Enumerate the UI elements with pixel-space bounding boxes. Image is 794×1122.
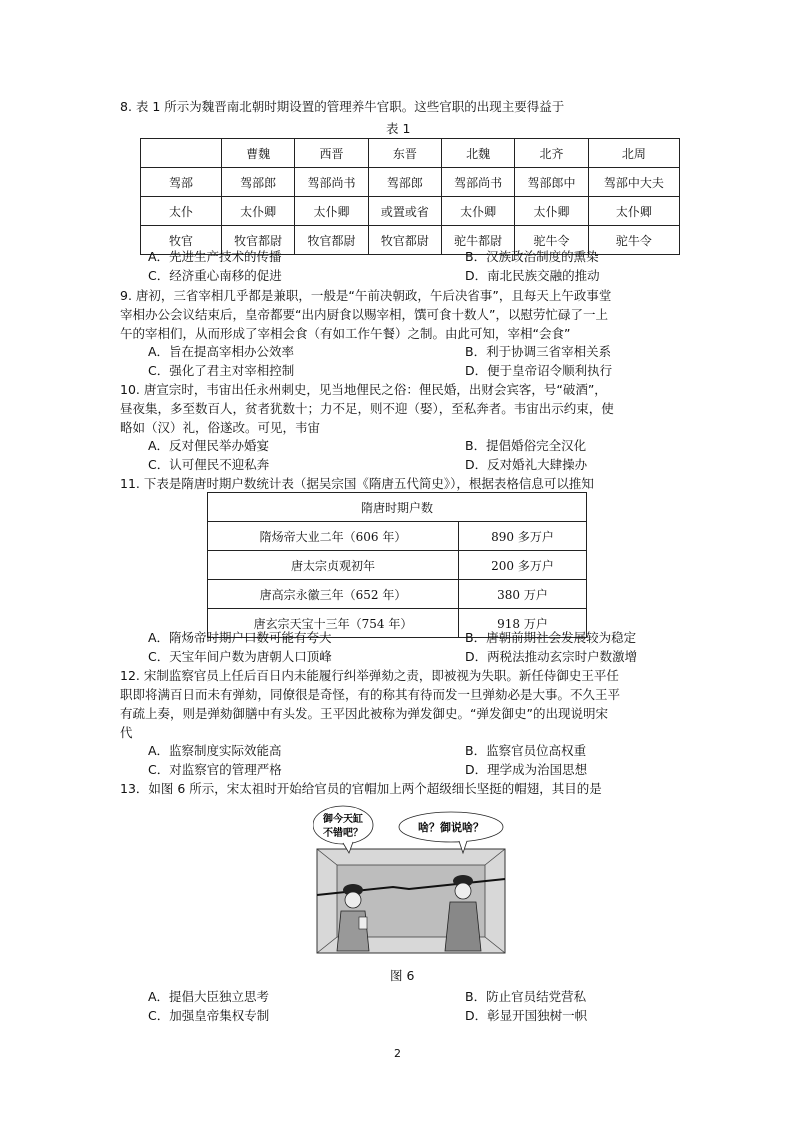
cartoon-illustration bbox=[313, 803, 509, 956]
table-cell: 200 多万户 bbox=[459, 551, 587, 580]
speech-bubble-right: 啥？御说啥？ bbox=[418, 821, 484, 834]
table-cell: 太仆卿 bbox=[441, 197, 514, 226]
q10-option-b[interactable]: B．提倡婚俗完全汉化 bbox=[465, 438, 587, 453]
q8-option-d[interactable]: D．南北民族交融的推动 bbox=[465, 268, 600, 283]
table-cell: 或置或省 bbox=[368, 197, 441, 226]
table-cell: 驼牛都尉 bbox=[441, 226, 514, 255]
table-row bbox=[208, 522, 587, 551]
table-cell: 890 多万户 bbox=[459, 522, 587, 551]
table-cell: 唐太宗贞观初年 bbox=[208, 551, 459, 580]
table-households bbox=[207, 492, 587, 638]
q13-option-d[interactable]: D．彰显开国独树一帜 bbox=[465, 1008, 588, 1023]
table-cell: 北齐 bbox=[515, 139, 588, 168]
table-cell bbox=[141, 139, 222, 168]
table-cell: 380 万户 bbox=[459, 580, 587, 609]
table-row bbox=[141, 139, 680, 168]
table-cell: 驾部 bbox=[141, 168, 222, 197]
table-cell: 驾部中大夫 bbox=[588, 168, 679, 197]
table-cell: 驾部尚书 bbox=[441, 168, 514, 197]
table-cell: 驼牛令 bbox=[515, 226, 588, 255]
table-cell: 牧官 bbox=[141, 226, 222, 255]
q13-option-a[interactable]: A．提倡大臣独立思考 bbox=[148, 989, 270, 1004]
q12-stem-line: 有疏上奏，则是弹劾御膳中有头发。王平因此被称为弹发御史。“弹发御史”的出现说明宋 bbox=[120, 706, 608, 721]
q11-option-a[interactable]: A．隋炀帝时期户口数可能有夸大 bbox=[148, 630, 332, 645]
q8-stem: 8. 表 1 所示为魏晋南北朝时期设置的管理养牛官职。这些官职的出现主要得益于 bbox=[120, 99, 565, 114]
table-row bbox=[208, 551, 587, 580]
q12-option-c[interactable]: C．对监察官的管理严格 bbox=[148, 762, 282, 777]
speech-bubble-left-line-1: 御今天缸 bbox=[323, 814, 363, 825]
table-cell: 北魏 bbox=[441, 139, 514, 168]
q9-option-c[interactable]: C．强化了君主对宰相控制 bbox=[148, 363, 295, 378]
table-cell: 曹魏 bbox=[222, 139, 295, 168]
q8-option-b[interactable]: B．汉族政治制度的熏染 bbox=[465, 249, 599, 264]
speech-bubble-left-line-2: 不错吧？ bbox=[323, 828, 363, 839]
table-1 bbox=[140, 138, 680, 255]
q10-option-a[interactable]: A．反对俚民举办婚宴 bbox=[148, 438, 270, 453]
figure-6-caption: 图 6 bbox=[390, 968, 415, 983]
q9-option-b[interactable]: B．利于协调三省宰相关系 bbox=[465, 344, 612, 359]
q11-option-c[interactable]: C．天宝年间户数为唐朝人口顶峰 bbox=[148, 649, 332, 664]
q9-option-d[interactable]: D．便于皇帝诏令顺利执行 bbox=[465, 363, 613, 378]
figure-6-cartoon bbox=[313, 803, 509, 956]
table-title: 隋唐时期户数 bbox=[208, 493, 587, 522]
table-cell: 太仆卿 bbox=[222, 197, 295, 226]
table-row bbox=[208, 493, 587, 522]
table-cell: 驾部尚书 bbox=[295, 168, 368, 197]
q13-option-b[interactable]: B．防止官员结党营私 bbox=[465, 989, 587, 1004]
table-cell: 918 万户 bbox=[459, 609, 587, 638]
table-cell: 唐高宗永徽三年（652 年） bbox=[208, 580, 459, 609]
table-cell: 太仆 bbox=[141, 197, 222, 226]
table-cell: 太仆卿 bbox=[295, 197, 368, 226]
table-cell: 牧官都尉 bbox=[368, 226, 441, 255]
q13-option-c[interactable]: C．加强皇帝集权专制 bbox=[148, 1008, 270, 1023]
q12-stem-line: 12. 宋制监察官员上任后百日内未能履行纠举弹劾之责，即被视为失职。新任侍御史王平任 bbox=[120, 668, 619, 683]
q8-option-a[interactable]: A．先进生产技术的传播 bbox=[148, 249, 282, 264]
q12-stem-line: 职即将满百日而未有弹劾，同僚很是奇怪，有的称其有待而发一旦弹劾必是大事。不久王平 bbox=[120, 687, 621, 702]
q9-stem-line: 9. 唐初，三省宰相几乎都是兼职，一般是“午前决朝政，午后决省事”，且每天上午政事堂 bbox=[120, 288, 612, 303]
q8-option-c[interactable]: C．经济重心南移的促进 bbox=[148, 268, 282, 283]
table-cell: 牧官都尉 bbox=[222, 226, 295, 255]
page-number: 2 bbox=[394, 1047, 401, 1060]
table-cell: 驾部郎中 bbox=[515, 168, 588, 197]
q9-option-a[interactable]: A．旨在提高宰相办公效率 bbox=[148, 344, 295, 359]
q12-stem-line: 代 bbox=[120, 725, 133, 740]
table-cell: 东晋 bbox=[368, 139, 441, 168]
table-cell: 唐玄宗天宝十三年（754 年） bbox=[208, 609, 459, 638]
table-cell: 太仆卿 bbox=[515, 197, 588, 226]
q11-stem: 11. 下表是隋唐时期户数统计表（据吴宗国《隋唐五代简史》），根据表格信息可以推知 bbox=[120, 476, 594, 491]
table-cell: 太仆卿 bbox=[588, 197, 679, 226]
q10-option-c[interactable]: C．认可俚民不迎私奔 bbox=[148, 457, 270, 472]
q10-stem-line: 略如（汉）礼，俗遂改。可见，韦宙 bbox=[120, 420, 321, 435]
q10-stem-line: 10. 唐宣宗时，韦宙出任永州刺史，见当地俚民之俗：俚民婚，出财会宾客，号“破酒”， bbox=[120, 382, 607, 397]
q12-option-d[interactable]: D．理学成为治国思想 bbox=[465, 762, 588, 777]
q12-option-b[interactable]: B．监察官员位高权重 bbox=[465, 743, 587, 758]
q10-stem-line: 昼夜集，多至数百人，贫者犹数十；力不足，则不迎（娶），至私奔者。韦宙出示约束，使 bbox=[120, 401, 614, 416]
q9-stem-line: 宰相办公会议结束后，皇帝都要“出内厨食以赐宰相，馔可食十数人”，以慰劳忙碌了一上 bbox=[120, 307, 608, 322]
table-cell: 驾部郎 bbox=[222, 168, 295, 197]
q10-option-d[interactable]: D．反对婚礼大肆操办 bbox=[465, 457, 588, 472]
table-row bbox=[208, 580, 587, 609]
table1-caption: 表 1 bbox=[386, 121, 411, 136]
q11-option-b[interactable]: B．唐朝前期社会发展较为稳定 bbox=[465, 630, 637, 645]
table-cell: 北周 bbox=[588, 139, 679, 168]
q9-stem-line: 午的宰相们，从而形成了宰相会食（有如工作午餐）之制。由此可知，宰相“会食” bbox=[120, 326, 571, 341]
q12-option-a[interactable]: A．监察制度实际效能高 bbox=[148, 743, 282, 758]
table-cell: 隋炀帝大业二年（606 年） bbox=[208, 522, 459, 551]
table-row bbox=[141, 168, 680, 197]
table-cell: 驼牛令 bbox=[588, 226, 679, 255]
table-cell: 驾部郎 bbox=[368, 168, 441, 197]
table-cell: 牧官都尉 bbox=[295, 226, 368, 255]
table-cell: 西晋 bbox=[295, 139, 368, 168]
table-row bbox=[141, 197, 680, 226]
q11-option-d[interactable]: D．两税法推动玄宗时户数激增 bbox=[465, 649, 638, 664]
q13-stem: 13．如图 6 所示，宋太祖时开始给官员的官帽加上两个超级细长坚挺的帽翅，其目的是 bbox=[120, 781, 602, 796]
